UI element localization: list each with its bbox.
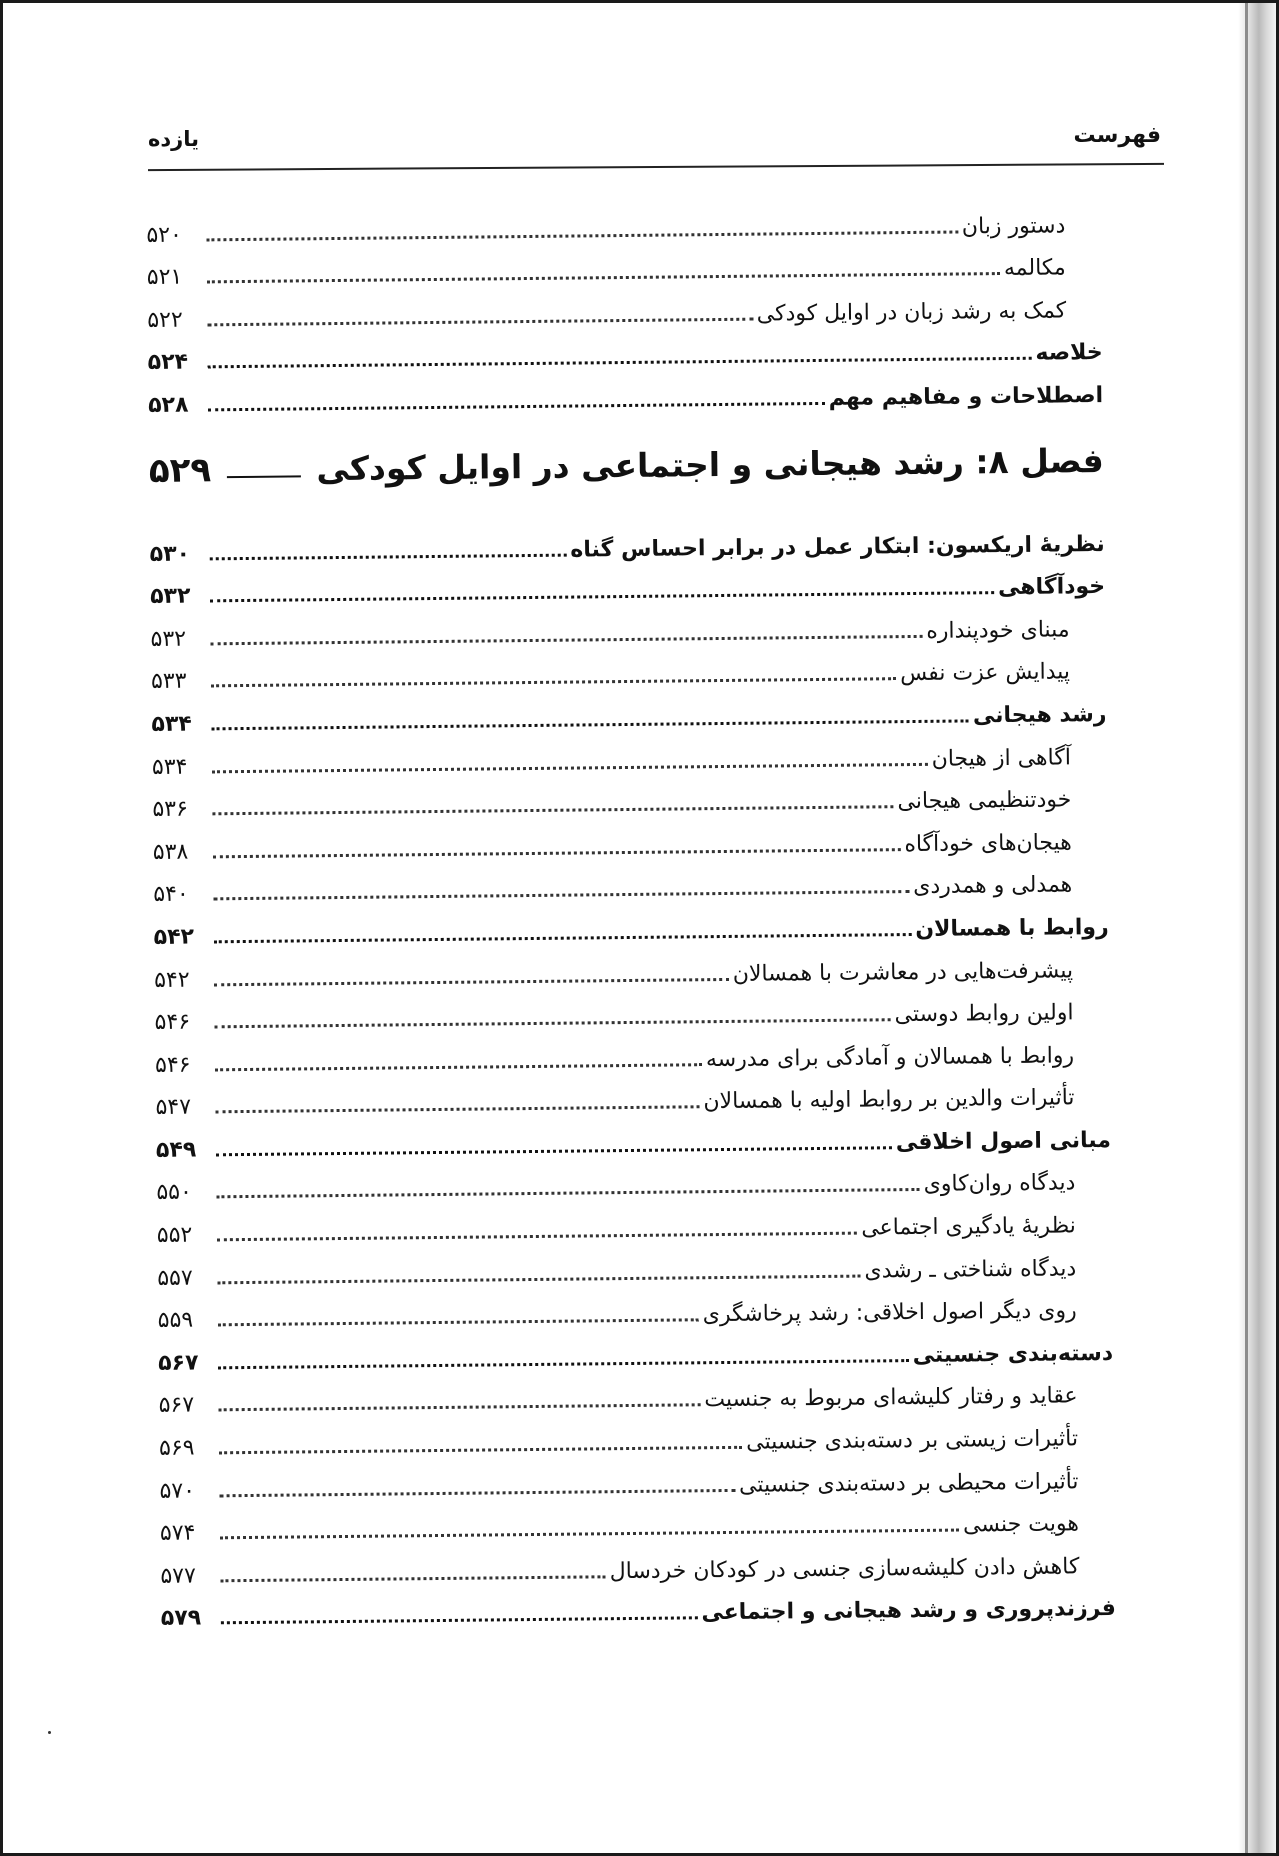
toc-entry-page: ۵۴۹ — [155, 1137, 197, 1163]
header-rule — [148, 163, 1164, 171]
dot-leader — [213, 848, 901, 858]
chapter-heading[interactable] — [148, 416, 1104, 516]
dot-leader — [218, 1319, 699, 1327]
toc-entry-page: ۵۶۷ — [158, 1393, 195, 1419]
toc-entry-page: ۵۶۷ — [158, 1350, 199, 1376]
toc-entry-title: هیجان‌های خودآگاه — [904, 830, 1072, 857]
dot-leader — [216, 1106, 700, 1114]
toc-entry-title: پیدایش عزت نفس — [900, 659, 1071, 687]
toc-entry-page: ۵۴۲ — [153, 924, 195, 950]
toc-entry-title: خودتنظیمی هیجانی — [897, 787, 1072, 815]
dot-leader — [207, 317, 753, 326]
toc-entry-title: اصطلاحات و مفاهیم مهم — [828, 382, 1104, 411]
toc-entry-page: ۵۷۴ — [159, 1520, 196, 1547]
dot-leader — [215, 1063, 702, 1071]
dot-leader — [211, 635, 923, 645]
toc-entry-page: ۵۳۴ — [151, 754, 188, 780]
dot-leader — [216, 1188, 919, 1198]
toc-entry-title: اولین روابط دوستی — [894, 1000, 1074, 1028]
toc-entry-title: همدلی و همدردی — [913, 872, 1073, 900]
chapter-title: فصل ۸: رشد هیجانی و اجتماعی در اوایل کودکی — [316, 441, 1104, 489]
dot-leader — [218, 1359, 909, 1369]
dot-leader — [217, 1232, 857, 1242]
toc-entry-title: روابط با همسالان — [915, 914, 1109, 942]
toc-entry-page: ۵۴۲ — [154, 967, 190, 993]
dot-leader — [217, 1274, 860, 1284]
toc-entry-page: ۵۲۴ — [147, 349, 189, 376]
page-number: یازده — [148, 127, 200, 151]
dot-leader — [221, 1617, 698, 1625]
toc-entry-page: ۵۲۸ — [148, 392, 189, 418]
toc-entry-title: نظریهٔ اریکسون: ابتکار عمل در برابر احساس گناه — [570, 531, 1105, 563]
toc-entry-page: ۵۷۷ — [160, 1563, 196, 1589]
toc-entry-page: ۵۷۰ — [159, 1478, 196, 1504]
toc-entry-title: تأثیرات والدین بر روابط اولیه با همسالان — [703, 1085, 1075, 1115]
toc-entry-page: ۵۲۱ — [146, 264, 183, 291]
dot-leader — [212, 762, 928, 772]
toc-entry-page: ۵۶۹ — [158, 1435, 195, 1461]
toc-entry-page: ۵۳۴ — [151, 711, 192, 737]
toc-entry-title: عقاید و رفتار کلیشه‌ای مربوط به جنسیت — [704, 1383, 1078, 1413]
toc-entry-page: ۵۵۲ — [156, 1222, 193, 1249]
toc-section-entry[interactable] — [161, 1579, 1116, 1632]
dot-leader — [220, 1529, 959, 1540]
toc-entry-title: دیدگاه روان‌کاوی — [923, 1170, 1076, 1198]
toc-entry-title: مکالمه — [1003, 255, 1066, 282]
table-of-contents — [146, 195, 1116, 1631]
toc-entry-page: ۵۷۹ — [160, 1605, 202, 1632]
toc-entry-title: رشد هیجانی — [972, 701, 1107, 729]
toc-entry-title: تأثیرات محیطی بر دسته‌بندی جنسیتی — [738, 1468, 1079, 1498]
dot-leader — [219, 1446, 742, 1454]
chapter-rule — [227, 475, 300, 478]
toc-section-entry[interactable] — [148, 365, 1103, 418]
book-spine-edge — [1245, 3, 1248, 1853]
toc-entry-title: دستور زبان — [961, 212, 1066, 240]
dot-leader — [214, 933, 912, 943]
dot-leader — [219, 1404, 701, 1412]
running-header-title: فهرست — [1073, 123, 1161, 148]
toc-entry-title: کمک به رشد زبان در اوایل کودکی — [756, 298, 1067, 327]
toc-entry-title: کاهش دادن کلیشه‌سازی جنسی در کودکان خردسال — [609, 1554, 1080, 1585]
toc-entry-page: ۵۳۲ — [150, 583, 191, 610]
toc-entry-title: روی دیگر اصول اخلاقی: رشد پرخاشگری — [702, 1298, 1077, 1328]
dot-leader — [214, 977, 729, 985]
dot-leader — [213, 890, 909, 900]
dot-leader — [220, 1575, 605, 1582]
dot-leader — [212, 805, 893, 815]
dot-leader — [211, 678, 896, 688]
toc-entry-title: پیشرفت‌هایی در معاشرت با همسالان — [732, 957, 1074, 987]
toc-entry-title: روابط با همسالان و آمادگی برای مدرسه — [705, 1043, 1075, 1072]
toc-entry-title: دیدگاه شناختی ـ رشدی — [864, 1255, 1077, 1284]
toc-entry-title: فرزندپروری و رشد هیجانی و اجتماعی — [701, 1596, 1116, 1626]
toc-entry-title: هویت جنسی — [962, 1511, 1080, 1538]
toc-entry-page: ۵۴۶ — [154, 1052, 191, 1078]
toc-entry-page: ۵۵۰ — [156, 1180, 192, 1206]
toc-entry-title: مبانی اصول اخلاقی — [895, 1127, 1112, 1156]
toc-entry-page: ۵۳۶ — [152, 796, 188, 823]
dot-leader — [216, 1146, 892, 1156]
scan-speck — [48, 1731, 51, 1734]
toc-entry-page: ۵۳۰ — [149, 541, 191, 567]
book-spine-shadow — [1238, 3, 1276, 1853]
chapter-page-number: ۵۲۹ — [148, 450, 212, 491]
toc-entry-title: دسته‌بندی جنسیتی — [912, 1340, 1114, 1368]
toc-entry-title: تأثیرات زیستی بر دسته‌بندی جنسیتی — [746, 1426, 1079, 1455]
dot-leader — [210, 553, 567, 560]
toc-entry-page: ۵۴۶ — [154, 1009, 191, 1036]
toc-entry-title: نظریهٔ یادگیری اجتماعی — [861, 1213, 1076, 1241]
toc-entry-page: ۵۲۰ — [146, 222, 182, 248]
toc-entry-page: ۵۳۳ — [150, 668, 187, 695]
toc-entry-page: ۵۵۹ — [157, 1307, 194, 1334]
toc-entry-title: خلاصه — [1035, 340, 1103, 367]
toc-entry-page: ۵۳۲ — [150, 626, 187, 652]
toc-entry-title: خودآگاهی — [997, 574, 1106, 601]
toc-entry-page: ۵۴۰ — [153, 881, 189, 908]
toc-entry-page: ۵۲۲ — [147, 307, 183, 333]
dot-leader — [215, 1018, 891, 1028]
toc-entry-page: ۵۳۸ — [152, 839, 189, 865]
toc-entry-title: مبنای خودپنداره — [926, 617, 1070, 644]
running-header — [148, 123, 1161, 157]
dot-leader — [208, 402, 825, 411]
toc-entry-page: ۵۴۷ — [155, 1094, 192, 1121]
dot-leader — [220, 1489, 736, 1497]
toc-entry-title: آگاهی از هیجان — [931, 744, 1072, 772]
toc-entry-page: ۵۵۷ — [157, 1265, 193, 1291]
